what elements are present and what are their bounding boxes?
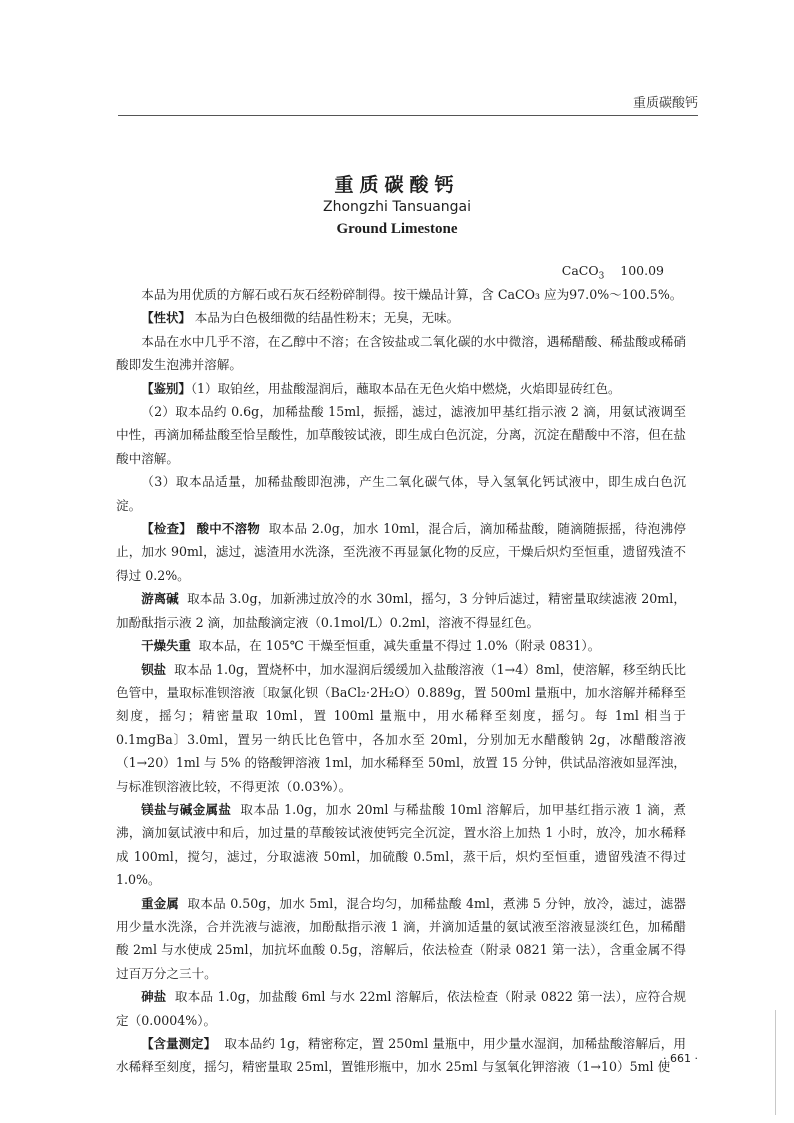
paragraph-text: （3）取本品适量，加稀盐酸即泡沸，产生二氧化碳气体，导入氢氧化钙试液中，即生成白色沉淀。 — [116, 474, 686, 513]
paragraph — [116, 283, 686, 306]
paragraph — [116, 658, 686, 798]
page-number: · 661 · — [663, 1052, 698, 1065]
section-label: 镁盐与碱金属盐 — [141, 801, 232, 817]
paragraph-text: 本品为白色极细微的结晶性粉末；无臭，无味。 — [194, 310, 460, 326]
paragraph — [116, 798, 686, 892]
molecular-formula — [562, 263, 664, 282]
paragraph-text: 取本品，在 105℃ 干燥至恒重，减失重量不得过 1.0%（附录 0831）。 — [198, 638, 601, 654]
section-label: 【鉴别】 — [141, 380, 191, 396]
paragraph — [116, 634, 686, 657]
monograph-title-en: Ground Limestone — [336, 221, 458, 237]
paragraph-text: （2）取本品约 0.6g，加稀盐酸 15ml，振摇，滤过，滤液加甲基红指示液 2 滴，用氨试液调至中性，再滴加稀盐酸至恰呈酸性，加草酸铵试液，即生成白色沉淀，分离，沉淀在醋酸中不溶，但在盐酸中溶解。 — [116, 404, 686, 466]
molecular-weight: 100.09 — [620, 263, 664, 278]
section-label: 钡盐 — [141, 661, 167, 677]
paragraph — [116, 892, 686, 986]
paragraph — [116, 400, 686, 470]
monograph-body — [116, 283, 686, 1079]
formula-subscript: 3 — [598, 271, 605, 282]
section-label: 干燥失重 — [141, 638, 191, 654]
monograph-title-zh: 重质碳酸钙 — [334, 174, 460, 196]
paragraph — [116, 377, 686, 400]
paragraph-text: 本品在水中几乎不溶，在乙醇中不溶；在含铵盐或二氧化碳的水中微溶，遇稀醋酸、稀盐酸或稀硝酸即发生泡沸并溶解。 — [116, 333, 686, 373]
section-label: 【性状】 — [141, 310, 191, 326]
paragraph — [116, 470, 686, 517]
section-label: 重金属 — [141, 895, 180, 911]
paragraph-text: 取本品 0.50g，加水 5ml，混合均匀，加稀盐酸 4ml，煮沸 5 分钟，放冷，滤过，滤器用少量水洗涤，合并洗液与滤液，加酚酞指示液 1 滴，并滴加适量的氨试液至溶液显淡红色，加稀醋酸 2ml 与水使成 25ml，加抗坏血酸 0.5g，溶解后，依法检查（附录 0821 第一法），含重金属不得过百万分之三十。 — [116, 895, 686, 981]
paragraph-text: 取本品 1.0g，置烧杯中，加水湿润后缓缓加入盐酸溶液（1→4）8ml，使溶解，移至纳氏比色管中，量取标准钡溶液〔取氯化钡（BaCl₂·2H₂O）0.889g，置 500ml 量瓶中，加水溶解并稀释至刻度，摇匀；精密量取 10ml，置 100ml 量瓶中，用水稀释至刻度，摇匀。每 1ml 相当于 0.1mgBa〕3.0ml，置另一纳氏比色管中，各加水至 20ml，分别加无水醋酸钠 2g，冰醋酸溶液（1→20）1ml 与 5% 的铬酸钾溶液 1ml，加水稀释至 50ml，放置 15 分钟，供试品溶液如显浑浊，与标准钡溶液比较，不得更浓（0.03%）。 — [116, 661, 687, 794]
section-label: 砷盐 — [141, 989, 167, 1005]
paragraph — [116, 330, 686, 377]
header-rule — [118, 115, 698, 116]
section-label: 【含量测定】 — [141, 1036, 217, 1051]
paragraph — [116, 985, 686, 1032]
paragraph-text: 取本品 1.0g，加水 20ml 与稀盐酸 10ml 溶解后，加甲基红指示液 1 滴，煮沸，滴加氨试液中和后，加过量的草酸铵试液使钙完全沉淀，置水浴上加热 1 小时，放冷，加水稀释成 100ml，搅匀，滤过，分取滤液 50ml，加硫酸 0.5ml，蒸干后，炽灼至恒重，遗留残渣不得过 1.0%。 — [116, 801, 686, 888]
paragraph-text: 取本品 3.0g，加新沸过放冷的水 30ml，摇匀，3 分钟后滤过，精密量取续滤液 20ml，加酚酞指示液 2 滴，加盐酸滴定液（0.1mol/L）0.2ml，溶液不得显红色。 — [116, 591, 687, 630]
monograph-title-pinyin: Zhongzhi Tansuangai — [322, 199, 471, 215]
paragraph — [116, 1032, 686, 1079]
paragraph — [116, 587, 686, 634]
paragraph-text: 取本品 2.0g，加水 10ml，混合后，滴加稀盐酸，随滴随振摇，待泡沸停止，加水 90ml，滤过，滤渣用水洗涤，至洗液不再显氯化物的反应，干燥后炽灼至恒重，遗留残渣不得过 0.2%。 — [116, 521, 686, 583]
formula-name: CaCO — [561, 263, 599, 278]
paragraph-text: 取本品 1.0g，加盐酸 6ml 与水 22ml 溶解后，依法检查（附录 0822 第一法），应符合规定（0.0004%）。 — [116, 989, 687, 1028]
section-label: 游离碱 — [141, 591, 179, 607]
section-label: 【检查】 酸中不溶物 — [141, 521, 261, 537]
paragraph — [116, 517, 686, 587]
page-edge-line — [775, 1010, 776, 1115]
paragraph — [116, 306, 686, 329]
running-title: 重质碳酸钙 — [632, 96, 698, 111]
paragraph-text: 取本品约 1g，精密称定，置 250ml 量瓶中，用少量水湿润，加稀盐酸溶解后，用水稀释至刻度，摇匀，精密量取 25ml，置锥形瓶中，加水 25ml 与氢氧化钾溶液（1→10）5ml 使 — [116, 1036, 687, 1075]
paragraph-text: 本品为用优质的方解石或石灰石经粉碎制得。按干燥品计算，含 CaCO₃ 应为97.0%～100.5%。 — [141, 287, 683, 302]
paragraph-text: （1）取铂丝，用盐酸湿润后，蘸取本品在无色火焰中燃烧，火焰即显砖红色。 — [190, 380, 621, 396]
